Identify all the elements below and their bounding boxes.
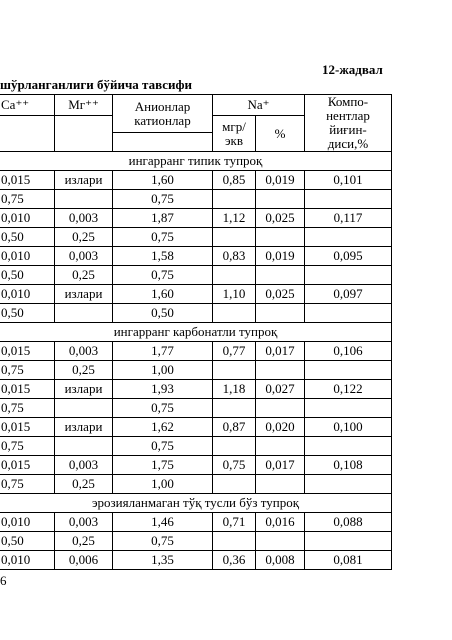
table-row: [0, 171, 392, 190]
table-cell: 0,75: [0, 475, 55, 494]
table-cell: 0,081: [305, 551, 392, 570]
col-header-na-pct: %: [256, 116, 305, 152]
table-cell: [55, 304, 113, 323]
table-cell: 0,50: [0, 266, 55, 285]
table-cell: 1,87: [113, 209, 213, 228]
table-cell: 0,75: [113, 266, 213, 285]
table-cell: 0,85: [213, 171, 256, 190]
table-cell: 0,75: [113, 190, 213, 209]
section-row: [0, 494, 392, 513]
table-cell: 0,25: [55, 532, 113, 551]
table-cell: 0,010: [0, 209, 55, 228]
table-cell: [213, 399, 256, 418]
table-cell: 0,025: [256, 285, 305, 304]
table-cell: 0,108: [305, 456, 392, 475]
table-cell: 0,75: [0, 399, 55, 418]
col-header-comp-line4: диси,%: [327, 136, 369, 151]
table-cell: [256, 361, 305, 380]
section-title: ингарранг карбонатли тупроқ: [0, 323, 392, 342]
table-cell: [256, 399, 305, 418]
header-row-top: [0, 95, 392, 116]
table-cell: 1,10: [213, 285, 256, 304]
table-cell: [256, 190, 305, 209]
table-cell: [256, 437, 305, 456]
section-title: эрозияланмаган тўқ тусли бўз тупроқ: [0, 494, 392, 513]
table-cell: [305, 190, 392, 209]
table-cell: [256, 266, 305, 285]
table-cell: [305, 437, 392, 456]
table-cell: 1,46: [113, 513, 213, 532]
table-cell: 0,097: [305, 285, 392, 304]
table-cell: 0,003: [55, 513, 113, 532]
table-cell: 0,019: [256, 247, 305, 266]
table-cell: [305, 475, 392, 494]
table-cell: 0,015: [0, 342, 55, 361]
table-cell: 0,010: [0, 247, 55, 266]
table-cell: излари: [55, 285, 113, 304]
table-cell: 1,18: [213, 380, 256, 399]
data-table: [0, 94, 392, 570]
table-cell: 0,83: [213, 247, 256, 266]
table-cell: 0,122: [305, 380, 392, 399]
table-cell: [213, 532, 256, 551]
table-cell: [305, 399, 392, 418]
col-header-na-mg-line2: экв: [224, 132, 244, 148]
table-cell: 0,010: [0, 285, 55, 304]
table-cell: [256, 532, 305, 551]
col-header-anions-blank: [113, 133, 213, 152]
table-cell: 0,017: [256, 342, 305, 361]
section-row: [0, 152, 392, 171]
table-cell: 0,100: [305, 418, 392, 437]
table-row: [0, 513, 392, 532]
table-cell: 0,003: [55, 456, 113, 475]
table-row: [0, 551, 392, 570]
table-cell: излари: [55, 380, 113, 399]
table-cell: излари: [55, 171, 113, 190]
table-row: [0, 399, 392, 418]
table-cell: 0,025: [256, 209, 305, 228]
col-header-na-mg: [213, 116, 256, 152]
col-header-ca-blank: [0, 116, 55, 152]
col-header-anions: [113, 95, 213, 133]
table-cell: 1,75: [113, 456, 213, 475]
table-row: [0, 437, 392, 456]
table-cell: [55, 399, 113, 418]
table-cell: 0,010: [0, 551, 55, 570]
table-cell: 0,50: [0, 228, 55, 247]
table-cell: 1,62: [113, 418, 213, 437]
table-cell: [305, 304, 392, 323]
table-row: [0, 247, 392, 266]
table-cell: [256, 228, 305, 247]
table-cell: 0,71: [213, 513, 256, 532]
table-cell: 0,095: [305, 247, 392, 266]
table-cell: [305, 266, 392, 285]
table-cell: 0,75: [0, 437, 55, 456]
table-cell: [213, 437, 256, 456]
table-caption: шўрланганлиги бўйича тавсифи: [0, 77, 193, 92]
table-cell: 1,77: [113, 342, 213, 361]
table-cell: 0,77: [213, 342, 256, 361]
col-header-na-mg-line1: мгр/: [222, 118, 246, 134]
table-cell: излари: [55, 418, 113, 437]
table-cell: 0,75: [0, 190, 55, 209]
table-row: [0, 228, 392, 247]
col-header-anions-top: Анионлар: [134, 98, 191, 114]
table-cell: 0,25: [55, 266, 113, 285]
table-cell: 0,75: [113, 228, 213, 247]
col-header-anions-bottom: катионлар: [134, 112, 191, 128]
table-cell: 0,019: [256, 171, 305, 190]
table-cell: 0,015: [0, 380, 55, 399]
table-row: [0, 475, 392, 494]
table-cell: [213, 304, 256, 323]
col-header-components: [305, 95, 392, 152]
table-row: [0, 361, 392, 380]
table-cell: 0,003: [55, 209, 113, 228]
table-cell: 1,12: [213, 209, 256, 228]
page-number: 6: [0, 573, 7, 588]
table-cell: 0,003: [55, 342, 113, 361]
table-cell: 1,60: [113, 285, 213, 304]
table-cell: 0,010: [0, 513, 55, 532]
table-cell: 0,015: [0, 456, 55, 475]
table-cell: 0,50: [0, 532, 55, 551]
table-cell: 0,75: [113, 532, 213, 551]
table-row: [0, 285, 392, 304]
table-cell: [55, 437, 113, 456]
col-header-comp-line2: нентлар: [326, 108, 370, 123]
table-cell: 0,25: [55, 475, 113, 494]
table-cell: 0,017: [256, 456, 305, 475]
table-cell: 1,93: [113, 380, 213, 399]
table-cell: 0,027: [256, 380, 305, 399]
table-cell: 0,106: [305, 342, 392, 361]
table-row: [0, 380, 392, 399]
table-cell: 1,35: [113, 551, 213, 570]
table-cell: 0,75: [213, 456, 256, 475]
table-row: [0, 209, 392, 228]
table-cell: 0,25: [55, 228, 113, 247]
table-cell: 0,36: [213, 551, 256, 570]
table-cell: 0,87: [213, 418, 256, 437]
col-header-ca: Ca⁺⁺: [0, 95, 55, 116]
table-row: [0, 266, 392, 285]
col-header-comp-line1: Компо-: [327, 94, 369, 109]
table-cell: [213, 190, 256, 209]
table-cell: 0,088: [305, 513, 392, 532]
table-row: [0, 304, 392, 323]
table-row: [0, 532, 392, 551]
table-cell: 1,00: [113, 361, 213, 380]
table-cell: 0,75: [113, 399, 213, 418]
table-cell: 0,006: [55, 551, 113, 570]
table-cell: 1,58: [113, 247, 213, 266]
col-header-mg: Мг⁺⁺: [55, 95, 113, 116]
table-cell: 1,00: [113, 475, 213, 494]
table-cell: 1,60: [113, 171, 213, 190]
table-cell: 0,016: [256, 513, 305, 532]
table-cell: [213, 361, 256, 380]
table-cell: 0,50: [113, 304, 213, 323]
table-row: [0, 342, 392, 361]
table-cell: 0,75: [113, 437, 213, 456]
table-cell: [213, 266, 256, 285]
table-cell: 0,015: [0, 171, 55, 190]
table-cell: 0,015: [0, 418, 55, 437]
col-header-na: Na⁺: [213, 95, 305, 116]
table-cell: 0,50: [0, 304, 55, 323]
table-cell: [256, 475, 305, 494]
table-cell: [305, 361, 392, 380]
table-row: [0, 456, 392, 475]
table-cell: 0,75: [0, 361, 55, 380]
table-cell: [213, 475, 256, 494]
section-title: ингарранг типик тупроқ: [0, 152, 392, 171]
table-cell: [55, 190, 113, 209]
table-cell: 0,003: [55, 247, 113, 266]
table-cell: 0,101: [305, 171, 392, 190]
table-cell: 0,020: [256, 418, 305, 437]
table-cell: [256, 304, 305, 323]
table-row: [0, 190, 392, 209]
table-cell: 0,008: [256, 551, 305, 570]
table-label: 12-жадвал: [322, 62, 383, 77]
table-cell: 0,117: [305, 209, 392, 228]
col-header-mg-blank: [55, 116, 113, 152]
table-cell: 0,25: [55, 361, 113, 380]
table-row: [0, 418, 392, 437]
col-header-comp-line3: йиғин-: [329, 122, 367, 137]
table-cell: [305, 228, 392, 247]
table-cell: [213, 228, 256, 247]
table-cell: [305, 532, 392, 551]
section-row: [0, 323, 392, 342]
